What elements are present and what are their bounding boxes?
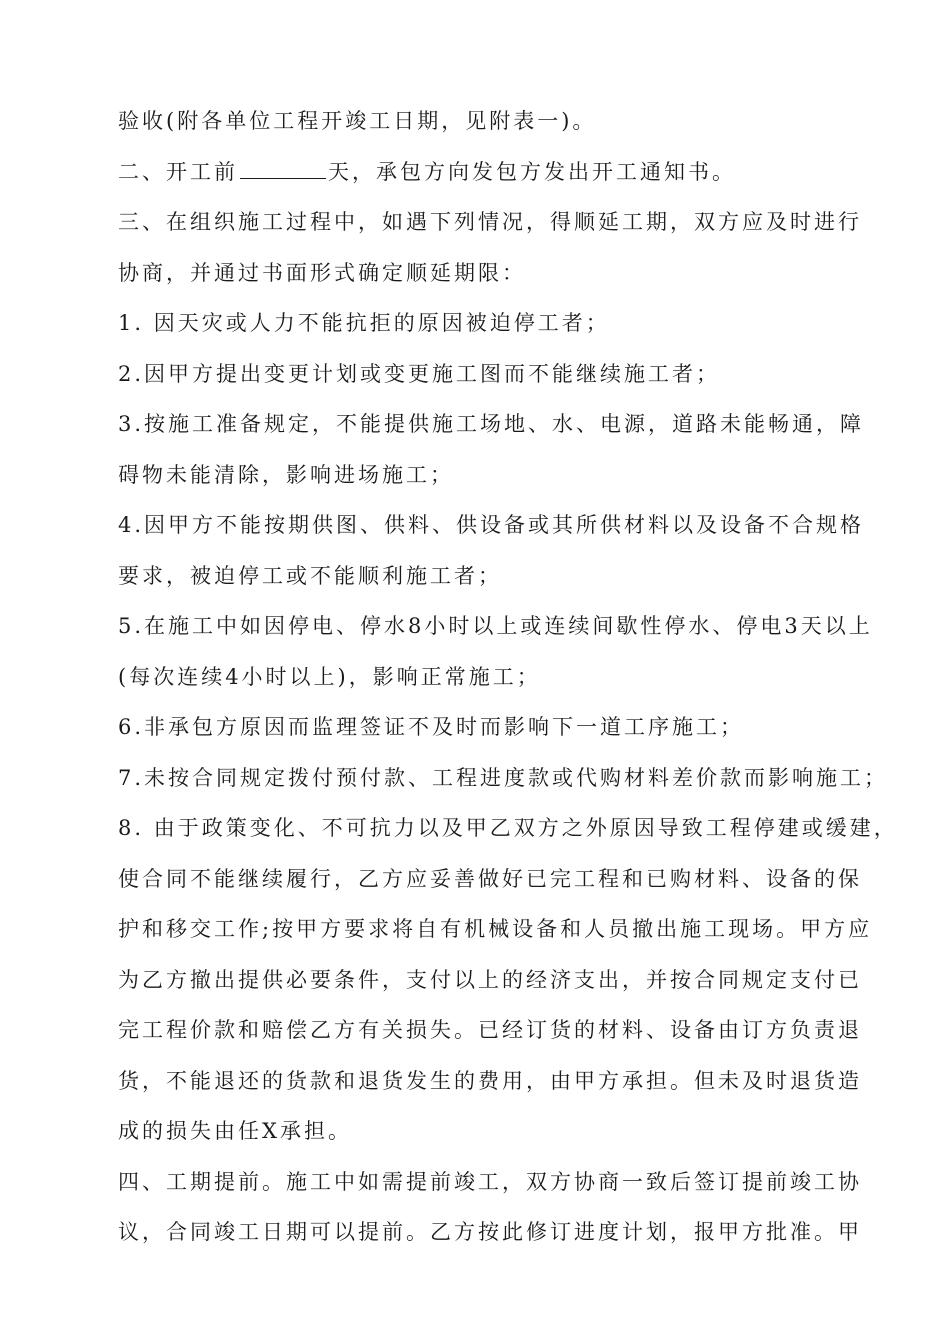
text-line: (每次连续4小时以上)，影响正常施工； xyxy=(118,664,541,689)
document-body xyxy=(118,96,898,1258)
text-line: 四、工期提前。施工中如需提前竣工，双方协商一致后签订提前竣工协 xyxy=(118,1169,862,1194)
text-line: 8. 由于政策变化、不可抗力以及甲乙双方之外原因导致工程停建或缓建， xyxy=(118,816,898,840)
text-line: 协商，并通过书面形式确定顺延期限： xyxy=(118,260,526,285)
start-notice-prefix: 二、开工前 xyxy=(118,159,238,184)
text-line: 完工程价款和赔偿乙方有关损失。已经订货的材料、设备由订方负责退 xyxy=(118,1018,862,1042)
start-notice-suffix: 天，承包方向发包方发出开工通知书。 xyxy=(328,159,736,184)
text-line: 2.因甲方提出变更计划或变更施工图而不能继续施工者； xyxy=(118,361,721,386)
text-line: 3.按施工准备规定，不能提供施工场地、水、电源，道路未能畅通，障 xyxy=(118,412,865,436)
text-line: 成的损失由任X承担。 xyxy=(118,1119,352,1143)
text-line: 要求，被迫停工或不能顺利施工者； xyxy=(118,563,502,588)
text-line: 4.因甲方不能按期供图、供料、供设备或其所供材料以及设备不合规格 xyxy=(118,513,865,537)
text-line: 三、在组织施工过程中，如遇下列情况，得顺延工期，双方应及时进行 xyxy=(118,210,862,234)
text-line: 5.在施工中如因停电、停水8小时以上或连续间歇性停水、停电3天以上 xyxy=(118,614,873,638)
fill-in-blank-days xyxy=(240,158,326,179)
text-line: 护和移交工作;按甲方要求将自有机械设备和人员撤出施工现场。甲方应 xyxy=(118,917,873,941)
text-line-start-notice xyxy=(118,147,848,198)
text-line: 验收(附各单位工程开竣工日期，见附表一)。 xyxy=(118,109,597,133)
text-line: 使合同不能继续履行，乙方应妥善做好已完工程和已购材料、设备的保 xyxy=(118,866,862,891)
text-line: 为乙方撤出提供必要条件，支付以上的经济支出，并按合同规定支付已 xyxy=(118,967,862,992)
text-line: 6.非承包方原因而监理签证不及时而影响下一道工序施工； xyxy=(118,715,745,739)
text-line: 碍物未能清除，影响进场施工； xyxy=(118,462,454,487)
text-line: 7.未按合同规定拨付预付款、工程进度款或代购材料差价款而影响施工； xyxy=(118,765,889,790)
text-line: 1. 因天灾或人力不能抗拒的原因被迫停工者； xyxy=(118,311,610,335)
text-line: 货，不能退还的货款和退货发生的费用，由甲方承担。但未及时退货造 xyxy=(118,1068,862,1093)
text-line: 议，合同竣工日期可以提前。乙方按此修订进度计划，报甲方批准。甲 xyxy=(118,1220,862,1244)
